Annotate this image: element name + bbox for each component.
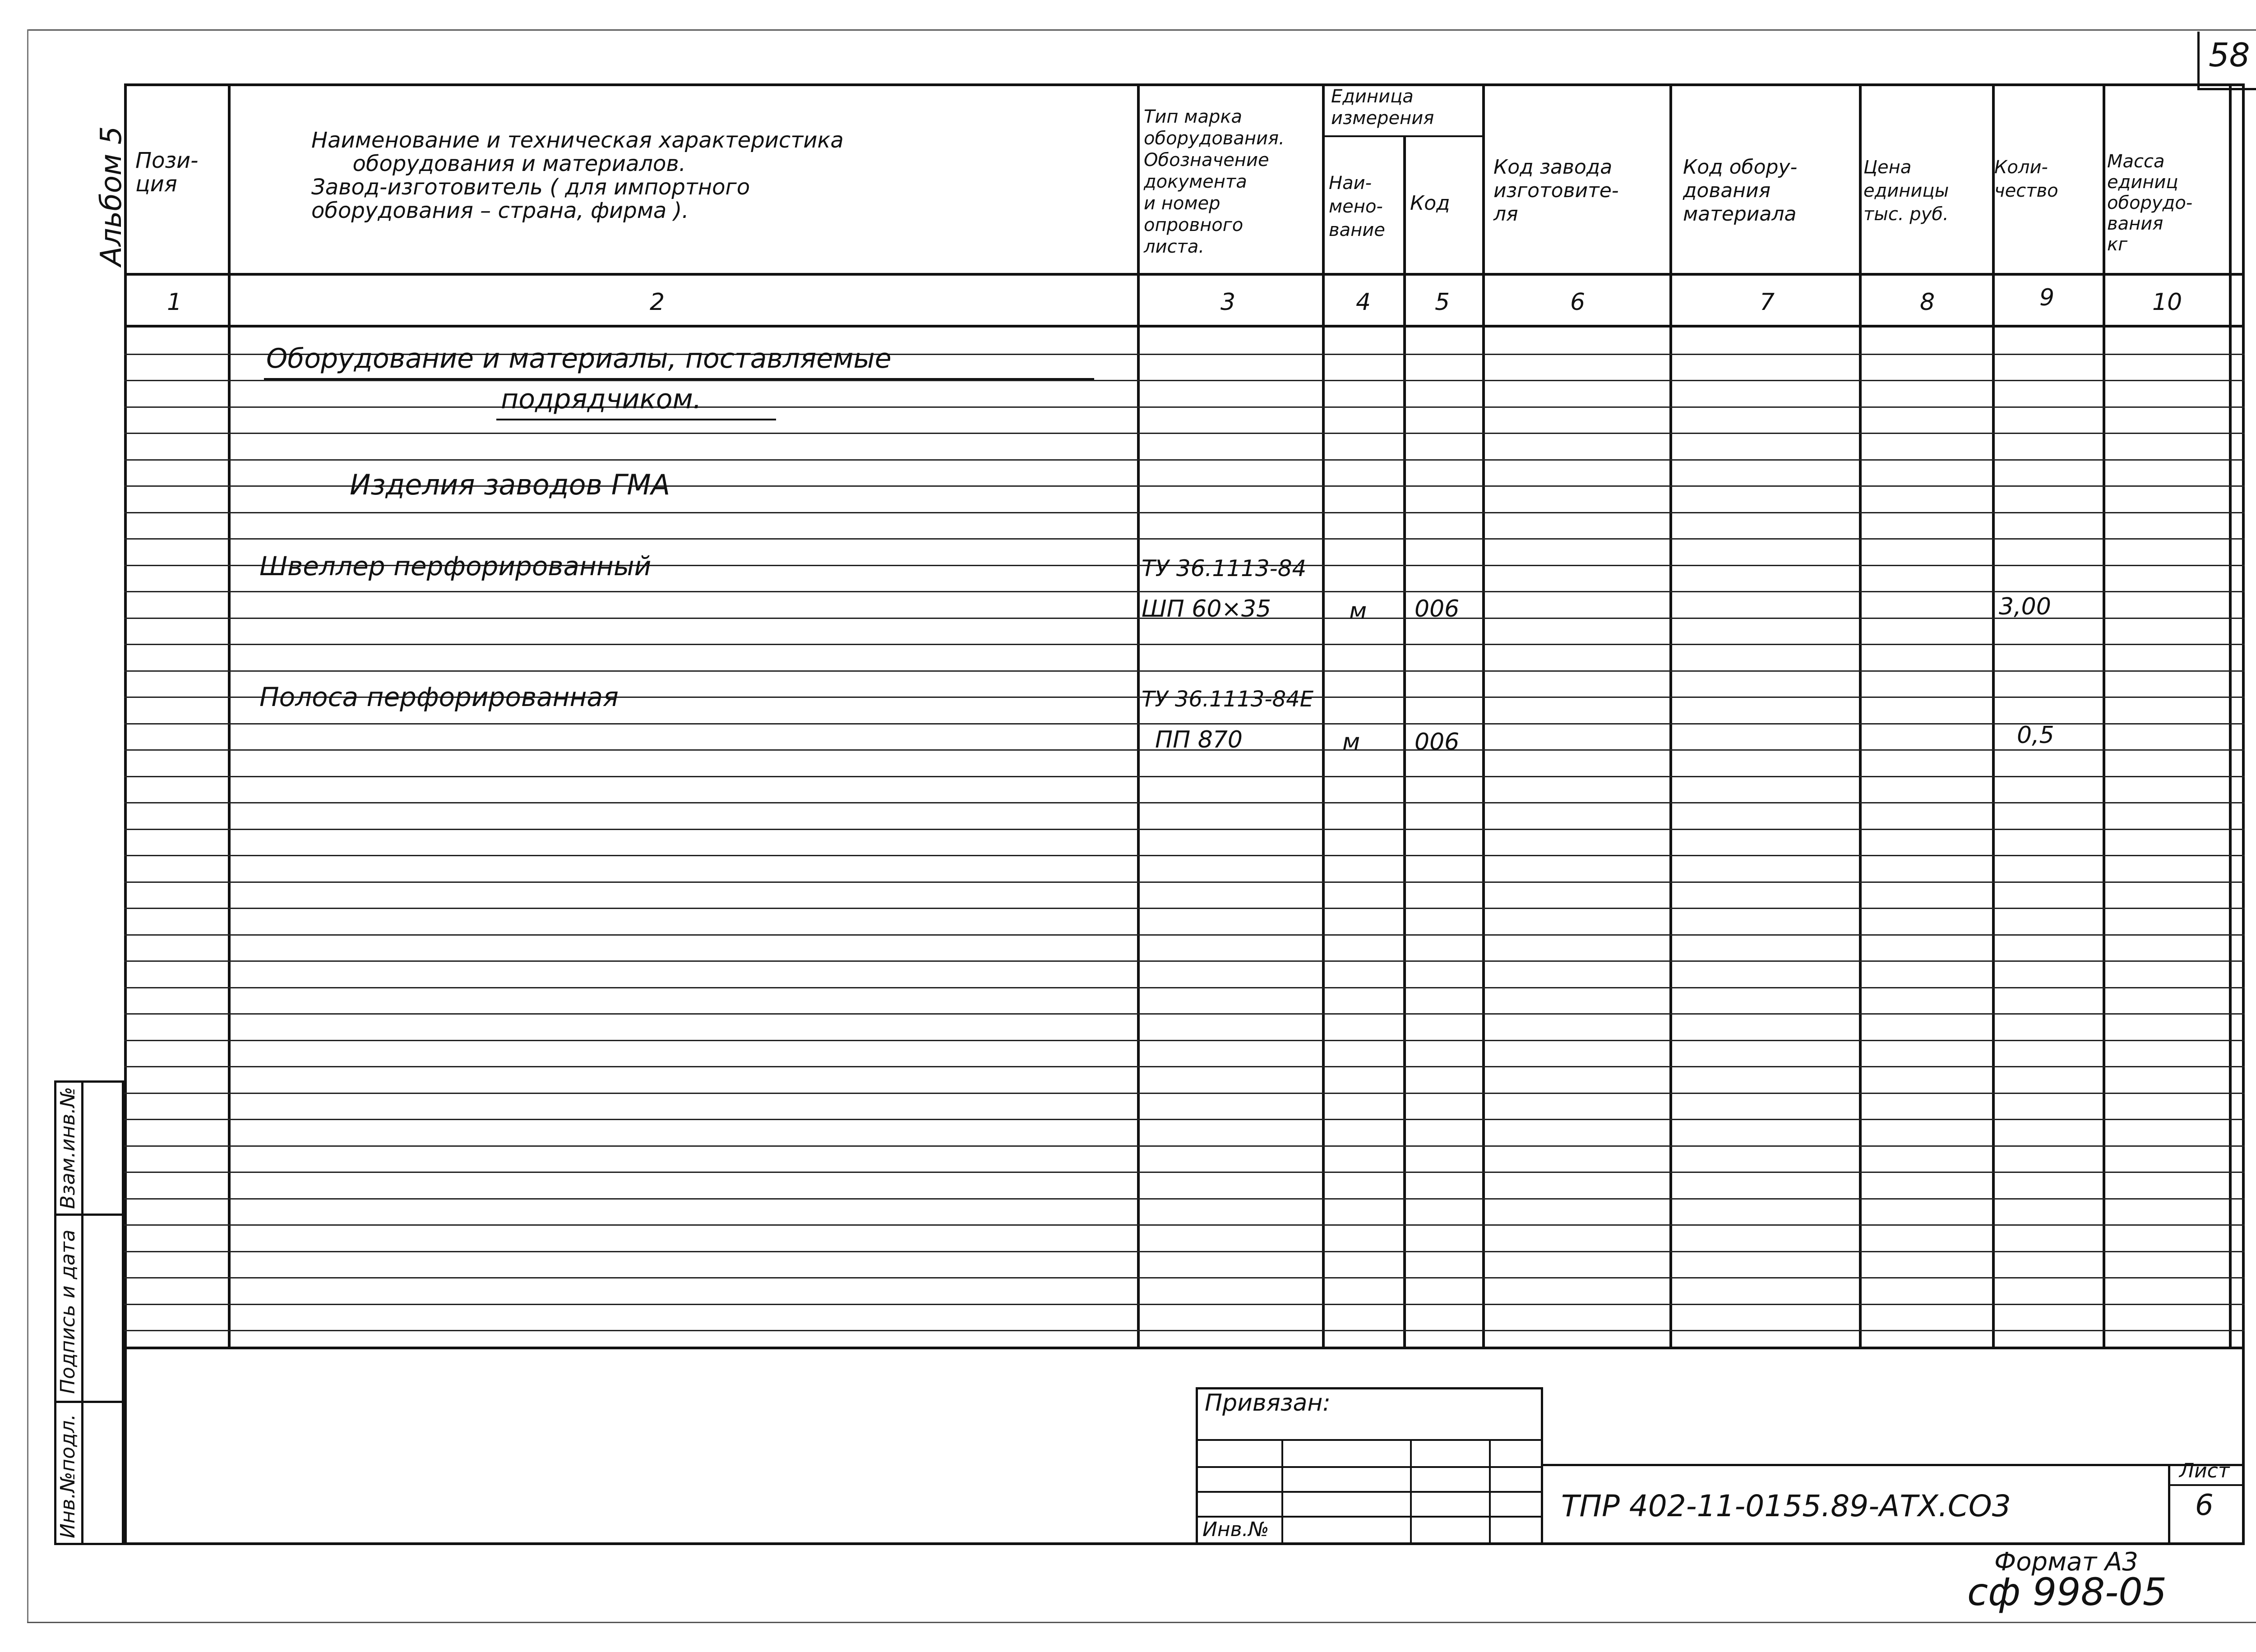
item2-qty: 0,5 (2017, 722, 2054, 749)
side-stamp-divider (54, 1214, 124, 1216)
header-factory-code: Код завода изготовите- ля (1493, 156, 1619, 226)
table-row-line (124, 1198, 2245, 1200)
privyazan-line (1196, 1439, 1543, 1441)
colnum-9: 9 (2039, 284, 2055, 311)
side-stamp-vzam: Взам.инв.№ (56, 1087, 79, 1209)
section-title-1-underline (264, 378, 1094, 380)
table-row-line (124, 406, 2245, 408)
section-title-2: подрядчиком. (501, 383, 702, 415)
table-row-line (124, 1277, 2245, 1278)
table-row-line (124, 591, 2245, 592)
table-row-line (124, 1224, 2245, 1226)
header-price: Цена единицы тыс. руб. (1863, 157, 1949, 225)
table-row-line (124, 723, 2245, 724)
header-name: Наименование и техническая характеристика оборудования и материалов. Завод-изготовитель ( для импортного оборудования – страна, фирма ). (311, 128, 844, 223)
header-quantity: Коли- чество (1994, 157, 2058, 201)
table-row-line (124, 1251, 2245, 1252)
side-stamp-divider (54, 1401, 124, 1403)
table-row-line (124, 1172, 2245, 1173)
col-divider (1403, 135, 1406, 1349)
table-row-line (124, 644, 2245, 645)
table-row-line (124, 960, 2245, 962)
table-row-line (124, 908, 2245, 909)
list-label: Лист (2179, 1459, 2230, 1482)
sheet-number: 58 (2209, 36, 2250, 74)
list-number: 6 (2195, 1489, 2214, 1522)
table-row-line (124, 670, 2245, 672)
item1-qty: 3,00 (1999, 593, 2051, 620)
outer-margin-left (27, 29, 28, 1622)
colnum-5: 5 (1435, 289, 1450, 316)
doc-code: ТПР 402-11-0155.89-АТХ.СО3 (1561, 1489, 2011, 1523)
outer-margin-bottom (27, 1622, 2256, 1623)
format-code: сф 998-05 (1967, 1570, 2167, 1614)
table-row-line (124, 1145, 2245, 1147)
privyazan-line (1196, 1466, 1543, 1468)
table-row-line (124, 1330, 2245, 1331)
unit-group-line (1322, 135, 1482, 137)
privyazan-label: Привязан: (1205, 1389, 1331, 1417)
header-position: Пози- ция (135, 148, 199, 197)
table-bottom-line (124, 1347, 2245, 1349)
section-title-2-underline (496, 419, 776, 420)
table-row-line (124, 1040, 2245, 1041)
album-label: Альбом 5 (95, 126, 128, 266)
list-box-divider (2168, 1464, 2170, 1545)
privyazan-col (1489, 1439, 1491, 1545)
item2-unit: м (1342, 729, 1360, 756)
list-box-line (2168, 1484, 2245, 1486)
side-stamp-inv-podl: Инв.№подл. (56, 1414, 79, 1538)
table-row-line (124, 987, 2245, 988)
table-row-line (124, 1304, 2245, 1305)
colnum-6: 6 (1570, 289, 1586, 316)
table-row-line (124, 855, 2245, 856)
colnum-8: 8 (1920, 289, 1935, 316)
colnum-3: 3 (1220, 289, 1236, 316)
table-row-line (124, 459, 2245, 461)
table-row-line (124, 829, 2245, 830)
side-stamp-podpis: Подпись и дата (56, 1229, 79, 1394)
colnum-bottom-line (124, 325, 2245, 328)
table-row-line (124, 538, 2245, 540)
inv-no-label: Инв.№ (1202, 1518, 1269, 1541)
header-bottom-line (124, 273, 2245, 276)
format-label: Формат А3 (1994, 1547, 2138, 1577)
table-row-line (124, 802, 2245, 803)
table-row-line (124, 1066, 2245, 1067)
privyazan-line (1196, 1491, 1543, 1493)
table-row-line (124, 380, 2245, 381)
header-unit-code: Код (1410, 192, 1450, 215)
colnum-7: 7 (1760, 289, 1775, 316)
header-mass: Масса единиц оборудо- вания кг (2107, 151, 2193, 255)
table-row-line (124, 1119, 2245, 1120)
table-row-line (124, 881, 2245, 883)
table-row-line (124, 776, 2245, 777)
outer-margin-top (27, 29, 2256, 31)
colnum-10: 10 (2152, 289, 2182, 316)
header-type: Тип марка оборудования. Обозначение документа и номер опровного листа. (1144, 106, 1285, 257)
item2-name: Полоса перфорированная (259, 682, 619, 712)
item1-doc: ТУ 36.1113-84 (1142, 555, 1307, 581)
colnum-2: 2 (650, 289, 665, 316)
colnum-4: 4 (1356, 289, 1371, 316)
table-row-line (124, 1093, 2245, 1094)
privyazan-col (1410, 1439, 1412, 1545)
privyazan-col (1281, 1439, 1283, 1545)
item2-type: ПП 870 (1155, 726, 1243, 753)
item1-code: 006 (1415, 595, 1460, 623)
item1-unit: м (1349, 598, 1367, 625)
item2-code: 006 (1415, 729, 1460, 756)
table-row-line (124, 512, 2245, 513)
table-row-line (124, 433, 2245, 434)
item2-doc: ТУ 36.1113-84Е (1142, 687, 1314, 712)
privyazan-line (1196, 1516, 1543, 1518)
section-title-1: Оборудование и материалы, поставляемые (266, 343, 892, 374)
colnum-1: 1 (167, 289, 182, 316)
table-row-line (124, 1013, 2245, 1015)
header-equip-code: Код обору- дования материала (1683, 156, 1798, 226)
header-unit-group: Единица измерения (1331, 86, 1434, 129)
header-unit-name: Наи- мено- вание (1329, 173, 1385, 240)
item1-name: Швеллер перфорированный (259, 551, 652, 581)
table-row-line (124, 934, 2245, 936)
side-stamp-divider (81, 1080, 83, 1545)
item1-type: ШП 60×35 (1142, 595, 1271, 623)
group-title: Изделия заводов ГМА (350, 468, 670, 501)
